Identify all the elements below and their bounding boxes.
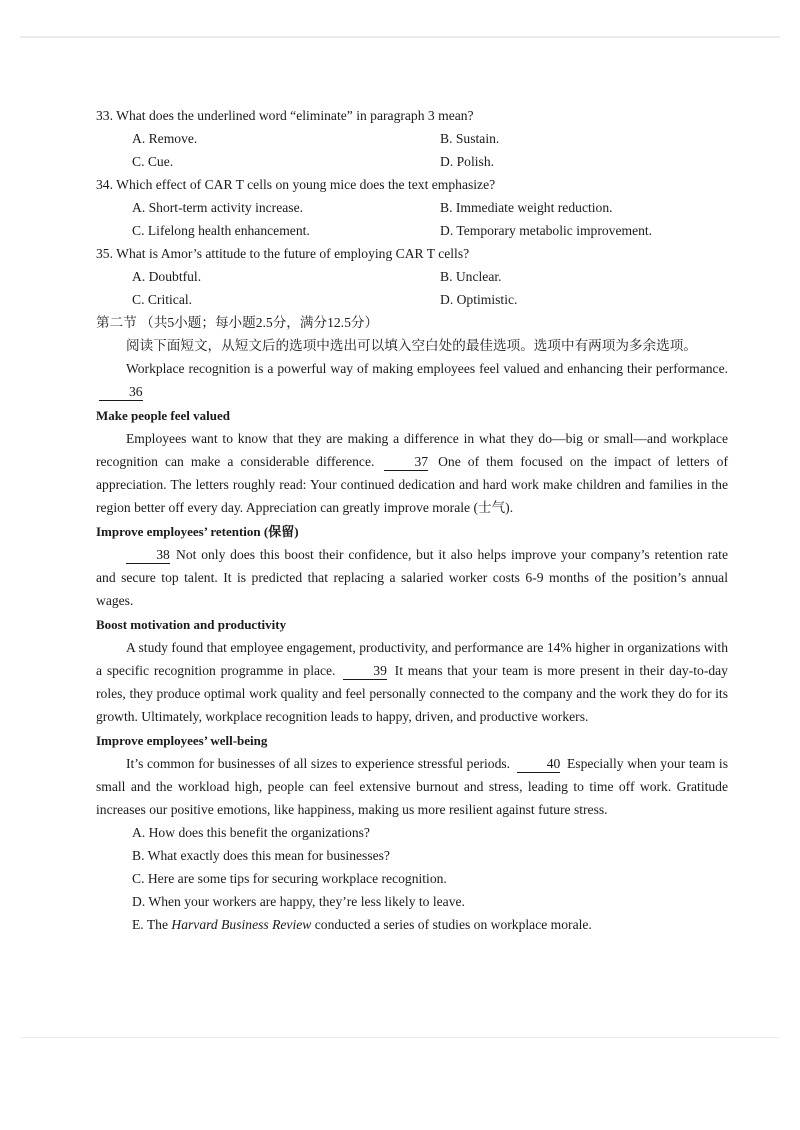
top-divider <box>20 36 780 38</box>
paragraph-text: Employees want to know that they are making a difference in what they do—big or small—and workplace recognition can make a considerable difference. <box>96 431 728 469</box>
subheading-wellbeing: Improve employees’ well-being <box>96 733 268 748</box>
blank-40: 40 <box>517 756 561 773</box>
paragraph-wellbeing <box>96 752 728 821</box>
question-33-options <box>96 127 728 173</box>
paragraph-text: Especially when your team is small and the workload high, people can feel extensive burnout and stress, leading to time off work. Gratitude increases our positive emotions, like happiness, making us more resilient against future stress. <box>96 756 728 817</box>
choice-b: B. What exactly does this mean for businesses? <box>132 848 390 863</box>
question-34-stem: 34. Which effect of CAR T cells on young mice does the text emphasize? <box>96 177 496 192</box>
question-34-options <box>96 196 728 242</box>
option-d: D. Polish. <box>440 154 495 169</box>
option-a: A. Remove. <box>132 131 198 146</box>
paragraph-text: It’s common for businesses of all sizes to experience stressful periods. <box>126 756 511 771</box>
option-a: A. Short-term activity increase. <box>132 200 303 215</box>
section-heading: 第二节 （共5小题；每小题2.5分，满分12.5分） <box>96 315 379 330</box>
subheading-motivation: Boost motivation and productivity <box>96 617 287 632</box>
option-b: B. Sustain. <box>440 131 500 146</box>
choice-e-prefix: E. The <box>132 917 172 932</box>
paragraph-motivation <box>96 636 728 728</box>
intro-text: Workplace recognition is a powerful way of making employees feel valued and enhancing their performance. <box>126 361 728 376</box>
blank-38: 38 <box>126 547 170 564</box>
option-a: A. Doubtful. <box>132 269 202 284</box>
paragraph-valued <box>96 427 728 519</box>
question-35-stem: 35. What is Amor’s attitude to the future of employing CAR T cells? <box>96 246 470 261</box>
subheading-valued: Make people feel valued <box>96 408 230 423</box>
paragraph-text: Not only does this boost their confidence, but it also helps improve your company’s retention rate and secure top talent. It is predicted that replacing a salaried worker costs 6-9 months of the position’s annual wages. <box>96 547 728 608</box>
exam-page <box>96 104 728 936</box>
choice-e-journal: Harvard Business Review <box>171 917 312 932</box>
question-33-stem: 33. What does the underlined word “eliminate” in paragraph 3 mean? <box>96 108 474 123</box>
choice-e <box>96 913 728 936</box>
subheading-retention: Improve employees’ retention (保留) <box>96 524 299 539</box>
section-instruction: 阅读下面短文，从短文后的选项中选出可以填入空白处的最佳选项。选项中有两项为多余选项。 <box>126 338 697 353</box>
choice-d: D. When your workers are happy, they’re less likely to leave. <box>132 894 465 909</box>
option-d: D. Optimistic. <box>440 292 518 307</box>
option-b: B. Immediate weight reduction. <box>440 200 613 215</box>
blank-39: 39 <box>343 663 387 680</box>
option-d: D. Temporary metabolic improvement. <box>440 223 653 238</box>
choice-a: A. How does this benefit the organizations? <box>132 825 370 840</box>
question-35-options <box>96 265 728 311</box>
paragraph-text: One of them focused on the impact of letters of appreciation. The letters roughly read: Your continued dedication and hard work make children and families in the region better off every day. Appreciation can greatly improve morale (士气). <box>96 454 728 515</box>
paragraph-text: A study found that employee engagement, productivity, and performance are 14% higher in organizations with a specific recognition programme in place. <box>96 640 728 678</box>
bottom-divider <box>20 1037 780 1038</box>
passage-intro <box>96 357 728 403</box>
option-c: C. Lifelong health enhancement. <box>132 223 310 238</box>
choice-e-suffix: conducted a series of studies on workplace morale. <box>311 917 592 932</box>
paragraph-text: It means that your team is more present in their day-to-day roles, they produce optimal work quality and feel personally connected to the company and the work they do for its growth. Ultimately, workplace recognition leads to happy, driven, and productive workers. <box>96 663 728 724</box>
option-c: C. Cue. <box>132 154 174 169</box>
blank-37: 37 <box>384 454 428 471</box>
option-c: C. Critical. <box>132 292 193 307</box>
choice-c: C. Here are some tips for securing workplace recognition. <box>132 871 447 886</box>
paragraph-retention <box>96 543 728 612</box>
option-b: B. Unclear. <box>440 269 502 284</box>
blank-36: 36 <box>99 384 143 401</box>
